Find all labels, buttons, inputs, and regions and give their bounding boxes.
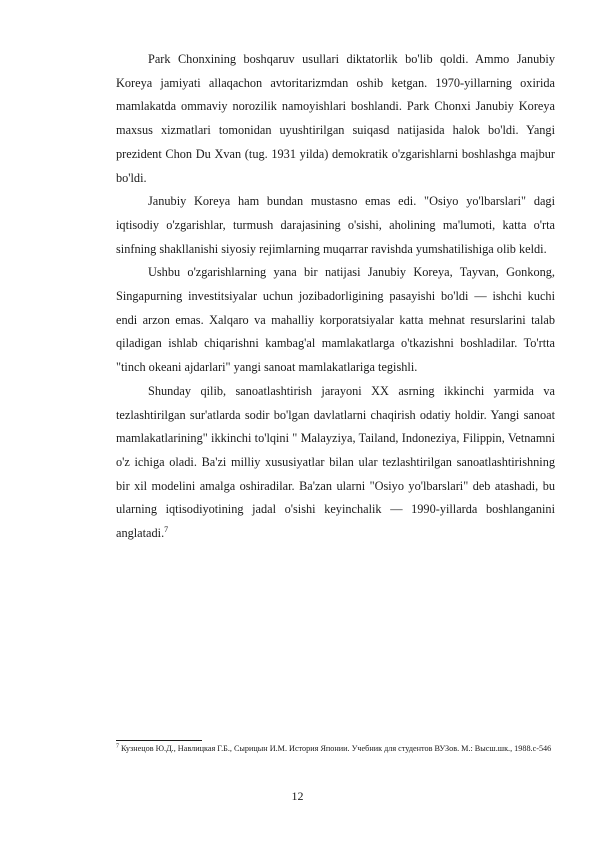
footnote-reference[interactable]: 7 <box>164 524 169 534</box>
footnote-divider <box>116 740 202 741</box>
paragraph-3: Ushbu o'zgarishlarning yana bir natijasi Janubiy Koreya, Tayvan, Gonkong, Singapurning investitsiyalar uchun jozibadorligining pasayishi bo'ldi — ishchi kuchi endi arzon emas. Xalqaro va mahalliy korporatsiyalar katta mehnat resurslarini talab qiladigan ishlab chiqarishni kambag'al mamlakatlarga o'tkazishni boshladilar. To'rtta "tinch okeani ajdarlari" yangi sanoat mamlakatlariga tegishli. <box>116 265 555 375</box>
footnote-text: Кузнецов Ю.Д., Навлицкая Г.Б., Сырицын И.М. История Японии. Учебник для студентов ВУЗов. М.: Высш.шк., 1988.с-546 <box>121 744 552 753</box>
paragraph-4 <box>116 380 555 546</box>
paragraph-2: Janubiy Koreya ham bundan mustasno emas edi. "Osiyo yo'lbarslari" dagi iqtisodiy o'zgarishlar, turmush darajasining o'sishi, aholining ma'lumoti, katta o'rta sinfning shakllanishi siyosiy rejimlarning muqarrar ravishda yumshatilishiga olib keldi. <box>116 194 555 256</box>
page-number: 12 <box>291 789 304 803</box>
footnote <box>116 743 555 755</box>
main-text <box>116 48 555 546</box>
paragraph-1: Park Chonxining boshqaruv usullari diktatorlik bo'lib qoldi. Ammo Janubiy Koreya jamiyati allaqachon avtoritarizmdan oshib ketgan. 1970-yillarning oxirida mamlakatda ommaviy norozilik namoyishlari boshlandi. Park Chonxi Janubiy Koreya maxsus xizmatlari tomonidan uyushtirilgan suiqasd natijasida halok bo'ldi. Yangi prezident Chon Du Xvan (tug. 1931 yilda) demokratik o'zgarishlarni boshlashga majbur bo'ldi. <box>116 52 555 185</box>
paragraph-4-text: Shunday qilib, sanoatlashtirish jarayoni XX asrning ikkinchi yarmida va tezlashtirilgan sur'atlarda sodir bo'lgan davlatlarni chaqirish odatiy holdir. Yangi sanoat mamlakatlarining" ikkinchi to'lqini " Malayziya, Tailand, Indoneziya, Filippin, Vetnamni o'z ichiga oladi. Ba'zi milliy xususiyatlar bilan ular tezlashtirilgan sanoatlashtirishning bir xil modelini amalga oshiradilar. Ba'zan ularni "Osiyo yo'lbarslari" deb atashadi, bu ularning iqtisodiyotining jadal o'sishi keyinchalik — 1990-yillarda boshlanganini anglatadi. <box>116 383 555 541</box>
footnote-marker: 7 <box>116 743 119 750</box>
